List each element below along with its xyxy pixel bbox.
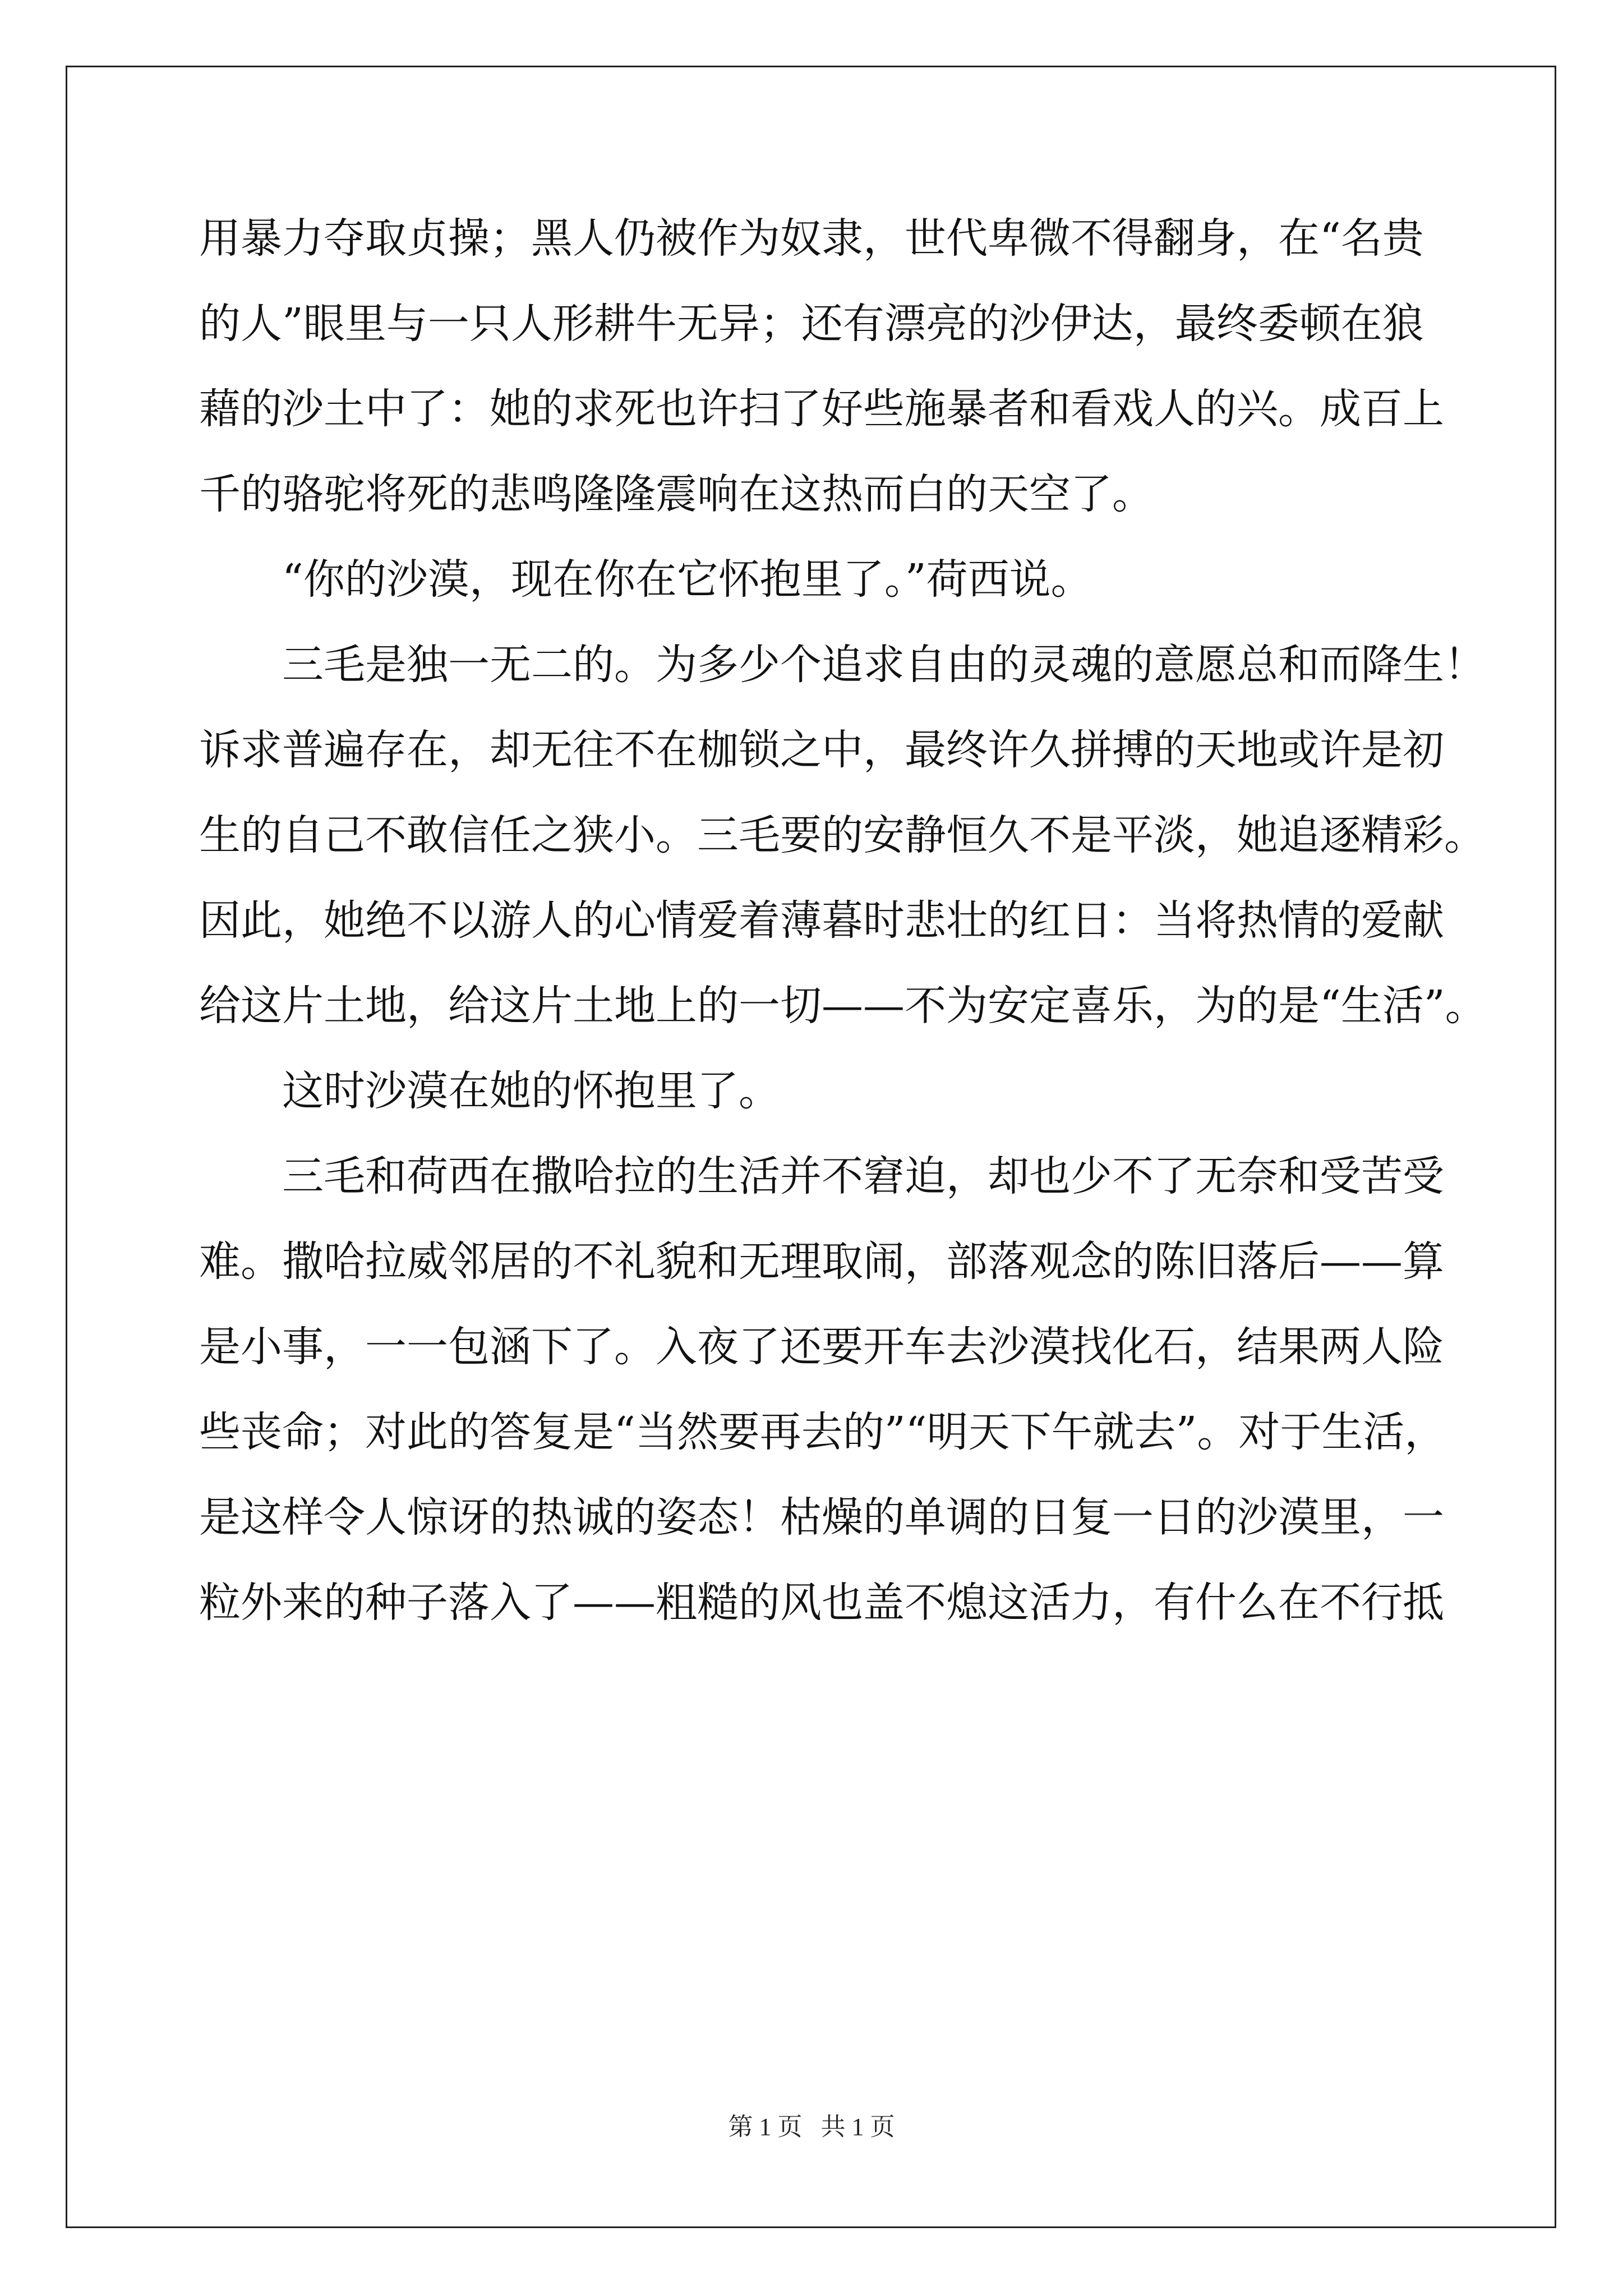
text-line: 给这片土地，给这片土地上的一切——不为安定喜乐，为的是“生活”。	[199, 982, 1487, 1030]
text-line: “你的沙漠，现在你在它怀抱里了。”荷西说。	[282, 555, 1092, 604]
text-line: 粒外来的种子落入了——粗糙的风也盖不熄这活力，有什么在不行抵	[199, 1579, 1444, 1627]
text-line: 的人”眼里与一只人形耕牛无异；还有漂亮的沙伊达，最终委顿在狼	[199, 300, 1424, 348]
text-line: 难。撒哈拉威邻居的不礼貌和无理取闹，部落观念的陈旧落后——算	[199, 1237, 1444, 1286]
text-line: 这时沙漠在她的怀抱里了。	[282, 1067, 780, 1115]
text-line: 三毛是独一无二的。为多少个追求自由的灵魂的意愿总和而降生！	[282, 641, 1486, 689]
text-line: 藉的沙土中了：她的求死也许扫了好些施暴者和看戏人的兴。成百上	[199, 385, 1444, 433]
text-line: 千的骆驼将死的悲鸣隆隆震响在这热而白的天空了。	[199, 470, 1154, 518]
text-line: 用暴力夺取贞操；黑人仍被作为奴隶，世代卑微不得翻身，在“名贵	[199, 214, 1424, 263]
text-line: 三毛和荷西在撒哈拉的生活并不窘迫，却也少不了无奈和受苦受	[282, 1152, 1444, 1200]
page-number-label: 第 1 页 共 1 页	[728, 2113, 895, 2141]
text-line: 是小事，一一包涵下了。入夜了还要开车去沙漠找化石，结果两人险	[199, 1323, 1444, 1371]
text-line: 些丧命；对此的答复是“当然要再去的”“明天下午就去”。对于生活，	[199, 1408, 1446, 1456]
text-line: 生的自己不敢信任之狭小。三毛要的安静恒久不是平淡，她追逐精彩。	[199, 811, 1486, 859]
page-footer	[0, 2106, 1623, 2142]
text-line: 因此，她绝不以游人的心情爱着薄暮时悲壮的红日：当将热情的爱献	[199, 896, 1444, 945]
text-line: 诉求普遍存在，却无往不在枷锁之中，最终许久拼搏的天地或许是初	[199, 726, 1444, 774]
text-line: 是这样令人惊讶的热诚的姿态！枯燥的单调的日复一日的沙漠里，一	[199, 1493, 1444, 1542]
